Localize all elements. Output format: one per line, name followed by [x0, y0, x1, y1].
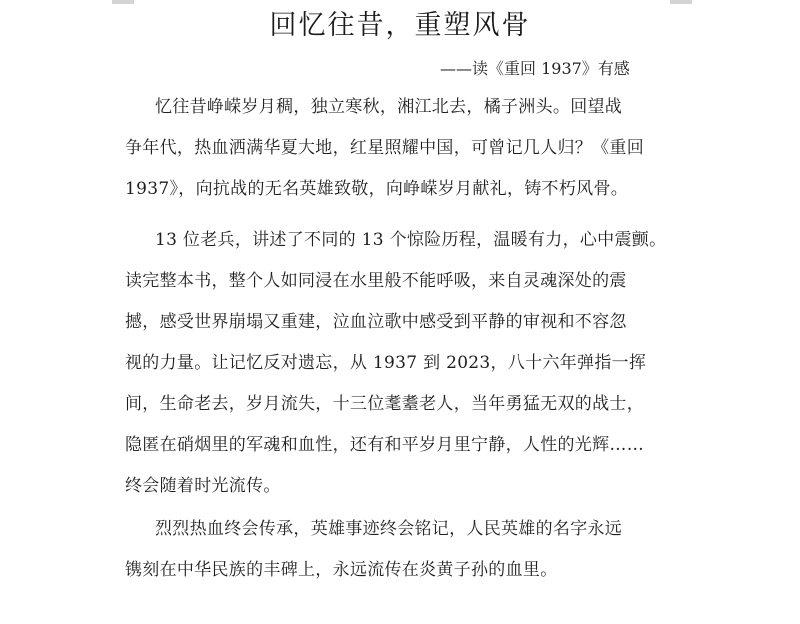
paragraph-line: 13 位老兵，讲述了不同的 13 个惊险历程，温暖有力，心中震颤。 [155, 230, 667, 250]
paragraph-line: 读完整本书，整个人如同浸在水里般不能呼吸，来自灵魂深处的震 [125, 271, 627, 291]
paragraph-1 [125, 87, 685, 210]
page-corner-mark-right [670, 0, 692, 4]
paragraph-line: 1937》，向抗战的无名英雄致敬，向峥嵘岁月献礼，铸不朽风骨。 [125, 179, 629, 199]
paragraph-line: 撼，感受世界崩塌又重建，泣血泣歌中感受到平静的审视和不容忽 [125, 312, 627, 332]
paragraph-line: 烈烈热血终会传承，英雄事迹终会铭记，人民英雄的名字永远 [155, 519, 623, 539]
page-corner-mark-left [112, 0, 134, 4]
paragraph-line: 隐匿在硝烟里的军魂和血性，还有和平岁月里宁静，人性的光辉…… [125, 435, 644, 455]
paragraph-line: 镌刻在中华民族的丰碑上，永远流传在炎黄子孙的血里。 [125, 560, 558, 580]
essay-title: 回忆往昔，重塑风骨 [269, 10, 531, 41]
paragraph-line: 忆往昔峥嵘岁月稠，独立寒秋，湘江北去，橘子洲头。回望战 [155, 97, 623, 117]
paragraph-line: 视的力量。让记忆反对遗忘，从 1937 到 2023，八十六年弹指一挥 [125, 353, 647, 373]
paragraph-3 [125, 509, 685, 591]
essay-subtitle: ——读《重回 1937》有感 [440, 59, 630, 78]
paragraph-line: 争年代，热血洒满华夏大地，红星照耀中国，可曾记几人归？《重回 [125, 138, 644, 158]
paragraph-line: 间，生命老去，岁月流失，十三位耄耋老人，当年勇猛无双的战士， [125, 394, 644, 414]
paragraph-2 [125, 220, 685, 507]
paragraph-line: 终会随着时光流传。 [125, 476, 281, 496]
